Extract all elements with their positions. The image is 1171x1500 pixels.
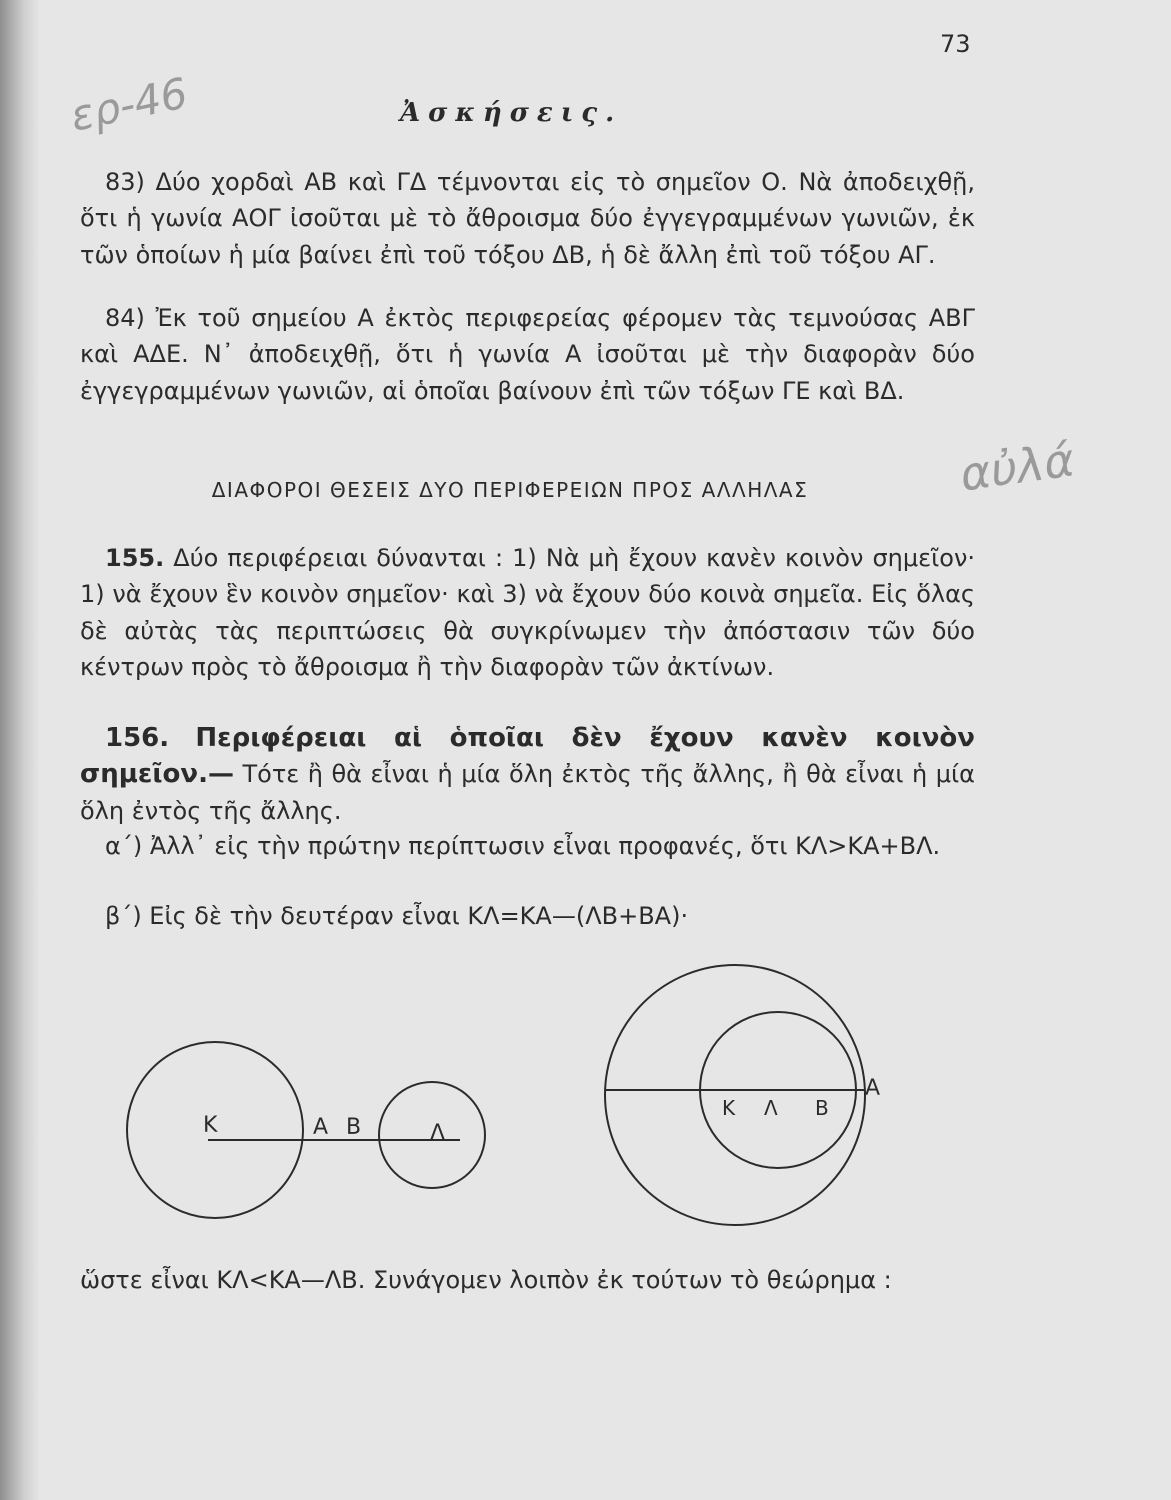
label-left-b: Β <box>346 1115 362 1140</box>
paragraph-156-title: Περιφέρειαι αἱ ὁποῖαι δὲν ἔχουν κανὲν κοινὸν σημεῖον.— <box>80 723 975 790</box>
exercise-84: 84) Ἐκ τοῦ σημείου Α ἐκτὸς περιφερείας φέρομεν τὰς τεμνούσας ΑΒΓ καὶ ΑΔΕ. Ν᾿ ἀποδειχθῇ, ὅτι ἡ γωνία Α ἰσοῦται μὲ τὴν διαφορὰν δύο ἐγγεγραμμένων γωνιῶν, αἱ ὁποῖαι βαίνουν ἐπὶ τῶν τόξων ΓΕ καὶ ΒΔ. <box>80 304 975 405</box>
paragraph-156-text: Τότε ἢ θὰ εἶναι ἡ μία ὅλη ἐκτὸς τῆς ἄλλης, ἢ θὰ εἶναι ἡ μία ὅλη ἐντὸς τῆς ἄλλης. <box>80 760 975 825</box>
section-heading: Ἀσκήσεις. <box>400 98 623 128</box>
paragraph-155-text: Δύο περιφέρειαι δύνανται : 1) Νὰ μὴ ἔχουν κανὲν κοινὸν σημεῖον· 1) νὰ ἔχουν ἓν κοινὸν σημεῖον· καὶ 3) νὰ ἔχουν δύο κοινὰ σημεῖα. Εἰς ὅλας δὲ αὐτὰς τὰς περιπτώσεις θὰ συγκρίνωμεν τὴν ἀπόστασιν τῶν δύο κέντρων πρὸς τὸ ἄθροισμα ἢ τὴν διαφορὰν τῶν ἀκτίνων. <box>80 544 975 682</box>
label-right-l: Λ <box>764 1096 778 1120</box>
right-outer-circle <box>605 965 865 1225</box>
label-right-b: Β <box>815 1096 829 1120</box>
pencil-note-right: αὐλά <box>956 432 1078 502</box>
figure-internal-circles <box>605 965 865 1225</box>
pencil-note-top: ερ-46 <box>66 68 192 141</box>
case-b: β΄) Εἰς δὲ τὴν δευτέραν εἶναι ΚΛ=ΚΑ—(ΛΒ+ΒΑ)· <box>105 902 689 930</box>
conclusion: ὥστε εἶναι ΚΛ<ΚΑ—ΛΒ. Συνάγομεν λοιπὸν ἐκ τούτων τὸ θεώρημα : <box>80 1266 892 1294</box>
page-number: 73 <box>940 30 971 58</box>
label-left-k: Κ <box>203 1113 218 1138</box>
label-right-k: Κ <box>722 1096 736 1120</box>
paragraph-155-number: 155. <box>105 544 165 572</box>
label-left-a: Α <box>313 1115 329 1140</box>
label-left-l: Λ <box>430 1121 446 1146</box>
exercise-83: 83) Δύο χορδαὶ ΑΒ καὶ ΓΔ τέμνονται εἰς τὸ σημεῖον Ο. Νὰ ἀποδειχθῇ, ὅτι ἡ γωνία ΑΟΓ ἰσοῦται μὲ τὸ ἄθροισμα δύο ἐγγεγραμμένων γωνιῶν, ἐκ τῶν ὁποίων ἡ μία βαίνει ἐπὶ τοῦ τόξου ΔΒ, ἡ δὲ ἄλλη ἐπὶ τοῦ τόξου ΑΓ. <box>80 168 975 269</box>
case-a: α΄) Ἀλλ᾿ εἰς τὴν πρώτην περίπτωσιν εἶναι προφανές, ὅτι ΚΛ>ΚΑ+ΒΛ. <box>105 832 941 860</box>
chapter-title: ΔΙΑΦΟΡΟΙ ΘΕΣΕΙΣ ΔΥΟ ΠΕΡΙΦΕΡΕΙΩΝ ΠΡΟΣ ΑΛΛΗΛΑΣ <box>211 478 809 502</box>
paragraph-156-number: 156. <box>105 723 170 753</box>
label-right-a: Α <box>865 1076 881 1101</box>
